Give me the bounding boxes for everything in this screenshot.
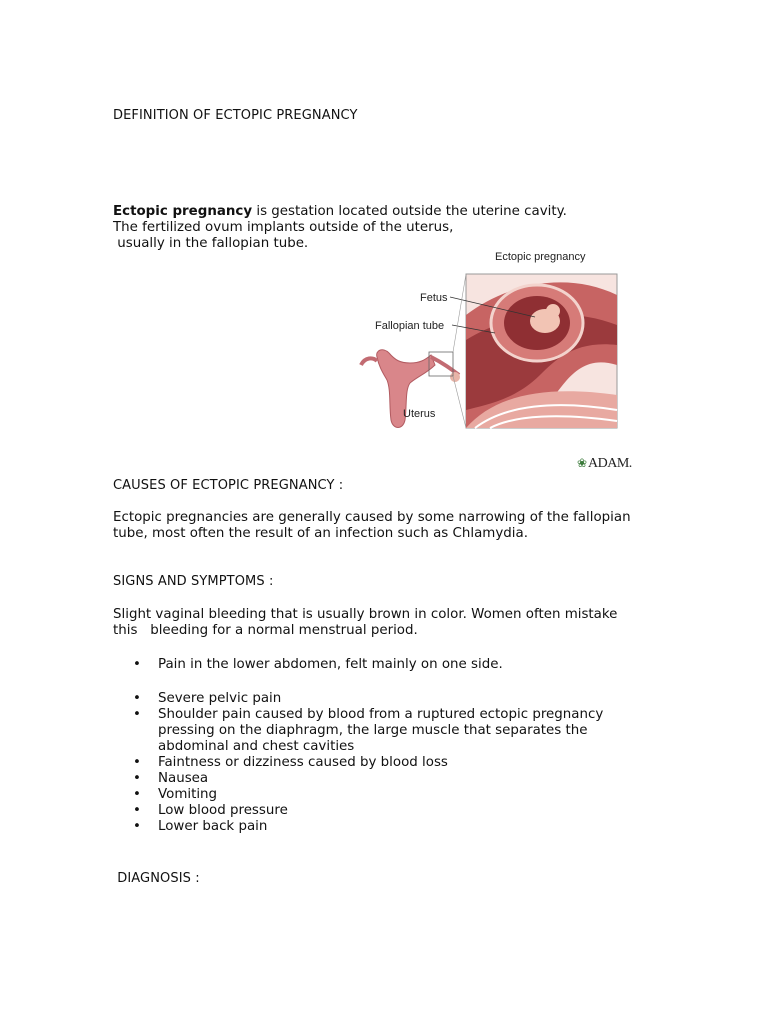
list-item: • Faintness or dizziness caused by blood loss [113, 755, 603, 771]
definition-line-3: usually in the fallopian tube. [113, 236, 309, 251]
signs-line-2: this bleeding for a normal menstrual period. [113, 623, 418, 638]
causes-heading: CAUSES OF ECTOPIC PREGNANCY : [113, 478, 344, 493]
label-uterus: Uterus [403, 408, 436, 420]
list-item: • Severe pelvic pain [113, 691, 603, 707]
symptom-list [113, 691, 603, 835]
adam-leaf-icon: ❀ [577, 456, 588, 470]
list-item: • Pain in the lower abdomen, felt mainly on one side. [113, 657, 503, 673]
label-fallopian-tube: Fallopian tube [375, 320, 445, 332]
document-title: DEFINITION OF ECTOPIC PREGNANCY [113, 108, 358, 123]
fetus-head [546, 304, 560, 318]
list-item-continuation [113, 723, 603, 739]
left-tube [361, 358, 377, 365]
causes-line-1: Ectopic pregnancies are generally caused by some narrowing of the fallopian [113, 510, 631, 525]
diagnosis-heading: DIAGNOSIS : [113, 871, 200, 886]
signs-line-1: Slight vaginal bleeding that is usually brown in color. Women often mistake [113, 607, 618, 622]
label-fetus: Fetus [420, 292, 448, 304]
first-symptom-list [113, 657, 503, 673]
list-item: • Vomiting [113, 787, 603, 803]
list-item: • Shoulder pain caused by blood from a ruptured ectopic pregnancy [113, 707, 603, 723]
continuation-text: pressing on the diaphragm, the large muscle that separates the [158, 723, 588, 738]
causes-line-2: tube, most often the result of an infection such as Chlamydia. [113, 526, 528, 541]
ovary [450, 372, 460, 382]
zoom-line-bottom [453, 376, 466, 428]
continuation-text: abdominal and chest cavities [158, 739, 355, 754]
list-item: • Low blood pressure [113, 803, 603, 819]
definition-term: Ectopic pregnancy [113, 204, 253, 219]
list-item: • Nausea [113, 771, 603, 787]
definition-line-1-rest: is gestation located outside the uterine cavity. [252, 204, 567, 219]
ectopic-pregnancy-illustration [355, 245, 640, 475]
definition-line-2: The fertilized ovum implants outside of the uterus, [113, 220, 454, 235]
zoom-line-top [453, 274, 466, 352]
list-item: • Lower back pain [113, 819, 603, 835]
signs-heading: SIGNS AND SYMPTOMS : [113, 574, 274, 589]
list-item-continuation [113, 739, 603, 755]
figure-credit: ADAM. [588, 456, 632, 471]
definition-line-1 [113, 204, 567, 220]
figure-title: Ectopic pregnancy [495, 251, 586, 263]
